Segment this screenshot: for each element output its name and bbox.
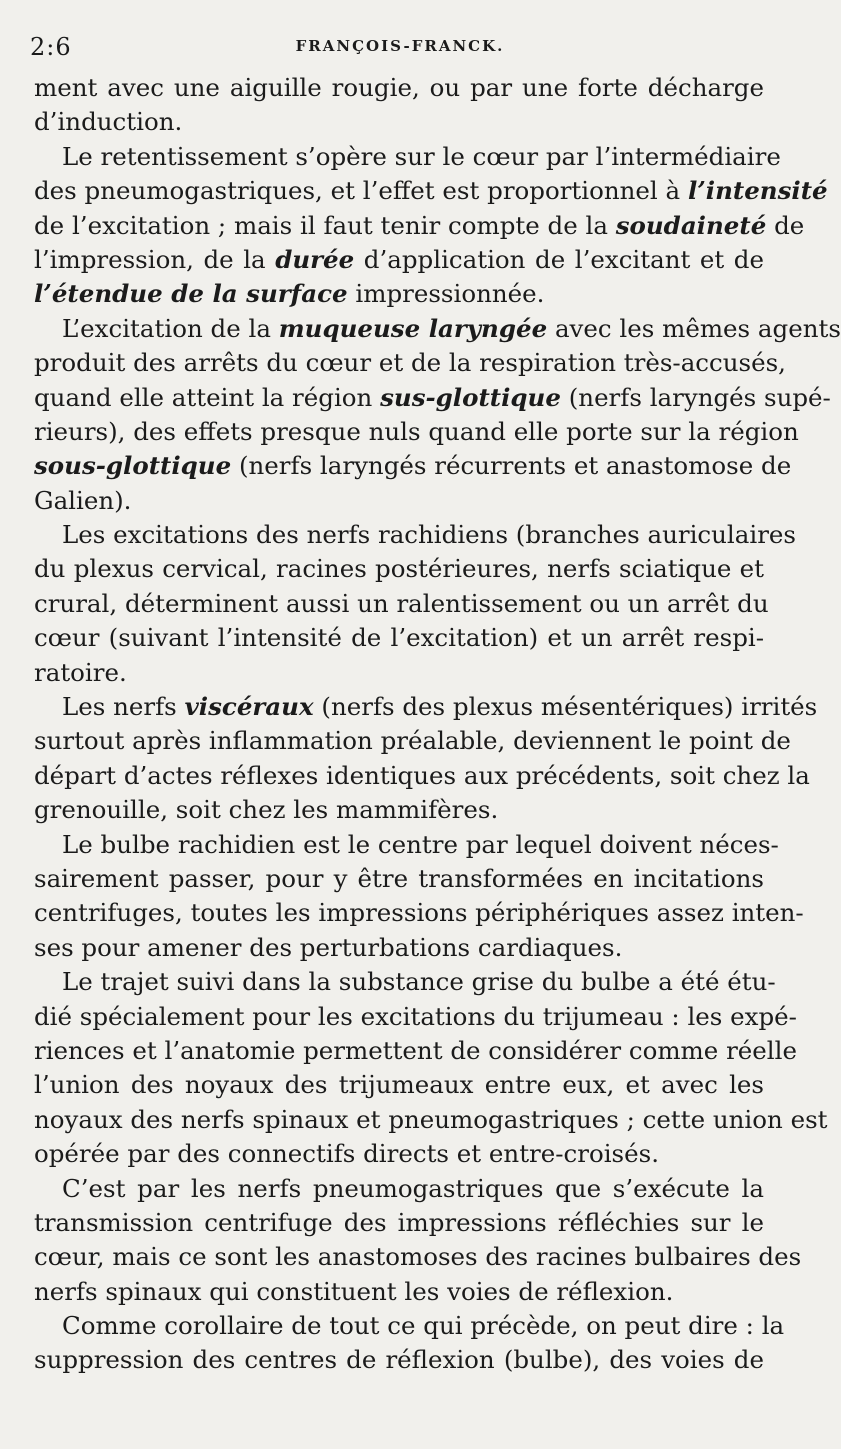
text-line [34,243,764,277]
text-segment: avec les mêmes agents [547,313,841,343]
text-segment: du plexus cervical, racines postérieures, nerfs sciatique et [34,554,764,584]
text-line [34,931,764,965]
text-segment: Galien). [34,485,132,515]
running-head: FRANÇOIS-FRANCK. [295,37,505,55]
text-line [34,484,764,518]
text-segment: grenouille, soit chez les mammifères. [34,795,499,825]
text-segment: noyaux des nerfs spinaux et pneumogastriques ; cette union est [34,1104,828,1134]
text-segment: L’excitation de la [62,313,279,343]
text-segment: transmission centrifuge des impressions réfléchies sur le [34,1207,764,1237]
text-line [34,174,828,208]
page-number: 2:6 [30,33,72,61]
text-line [34,312,841,346]
text-segment: surtout après inflammation préalable, deviennent le point de [34,726,791,756]
text-line [34,277,764,311]
text-segment: Les excitations des nerfs rachidiens (branches auriculaires [62,520,796,550]
text-line [34,1034,797,1068]
text-line [34,793,764,827]
text-line [34,828,779,862]
text-segment: ses pour amener des perturbations cardiaques. [34,932,623,962]
text-line [34,1137,764,1171]
text-segment: Le trajet suivi dans la substance grise du bulbe a été étu- [62,967,776,997]
text-line [34,1309,785,1343]
text-line [34,896,804,930]
text-line [34,1206,764,1240]
text-line [34,1103,828,1137]
text-segment: ratoire. [34,657,127,687]
text-segment: l’union des noyaux des trijumeaux entre eux, et avec les [34,1070,764,1100]
text-segment: cœur (suivant l’intensité de l’excitation) et un arrêt respi- [34,623,764,653]
italic-term: durée [275,244,355,274]
text-line [34,621,764,655]
text-segment: (nerfs laryngés récurrents et anastomose de [231,451,792,481]
text-segment: impressionnée. [347,279,545,309]
text-segment: d’induction. [34,107,183,137]
text-line [34,552,764,586]
text-segment: suppression des centres de réflexion (bulbe), des voies de [34,1345,764,1375]
page-header [30,33,770,61]
text-segment: sairement passer, pour y être transformées en incitations [34,863,764,893]
text-segment: de [766,210,805,240]
text-line [34,587,769,621]
text-segment: dié spécialement pour les excitations du trijumeau : les expé- [34,1001,797,1031]
text-line [34,759,810,793]
text-segment: cœur, mais ce sont les anastomoses des racines bulbaires des [34,1242,802,1272]
italic-term: sous-glottique [34,451,232,481]
text-line [34,1343,764,1377]
text-segment: de l’excitation ; mais il faut tenir compte de la [34,210,616,240]
text-line [34,105,764,139]
italic-term: sus-glottique [380,382,561,412]
text-segment: crural, déterminent aussi un ralentissement ou un arrêt du [34,588,769,618]
text-line [34,449,792,483]
text-line [34,656,764,690]
italic-term: soudaineté [615,210,767,240]
text-segment: d’application de l’excitant et de [354,244,764,274]
text-line [34,381,831,415]
text-line [34,1068,764,1102]
text-segment: quand elle atteint la région [34,382,381,412]
text-segment: (nerfs des plexus mésentériques) irrités [313,692,818,722]
text-segment: ment avec une aiguille rougie, ou par une forte décharge [34,73,764,102]
body-text [34,71,841,1378]
text-segment: (nerfs laryngés supé- [560,382,831,412]
text-segment: Les nerfs [62,692,185,722]
text-segment: Le bulbe rachidien est le centre par lequel doivent néces- [62,829,779,859]
text-line [34,690,818,724]
text-line [34,965,776,999]
text-segment: Le retentissement s’opère sur le cœur par l’intermédiaire [62,141,781,171]
text-line [34,1275,764,1309]
text-segment: centrifuges, toutes les impressions périphériques assez inten- [34,898,804,928]
italic-term: viscéraux [184,692,314,722]
text-line [34,346,786,380]
italic-term: muqueuse laryngée [278,313,548,343]
text-line [34,140,781,174]
text-segment: nerfs spinaux qui constituent les voies de réflexion. [34,1276,674,1306]
text-segment: Comme corollaire de tout ce qui précède, on peut dire : la [62,1311,785,1341]
text-segment: C’est par les nerfs pneumogastriques que s’exécute la [62,1173,764,1203]
text-segment: rieurs), des effets presque nuls quand elle porte sur la région [34,416,799,446]
text-line [34,724,791,758]
text-line [34,415,799,449]
text-segment: riences et l’anatomie permettent de considérer comme réelle [34,1035,797,1065]
text-line [34,518,796,552]
text-line [34,209,805,243]
text-line [34,862,764,896]
text-segment: des pneumogastriques, et l’effet est proportionnel à [34,176,688,206]
text-segment: opérée par des connectifs directs et entre-croisés. [34,1139,659,1169]
text-line [34,1240,802,1274]
text-segment: produit des arrêts du cœur et de la respiration très-accusés, [34,348,786,378]
italic-term: l’intensité [687,176,828,206]
text-line [34,1000,797,1034]
text-line [34,71,764,105]
text-segment: l’impression, de la [34,244,276,274]
italic-term: l’étendue de la surface [34,279,348,309]
text-segment: départ d’actes réflexes identiques aux précédents, soit chez la [34,760,810,790]
text-line [34,1172,764,1206]
